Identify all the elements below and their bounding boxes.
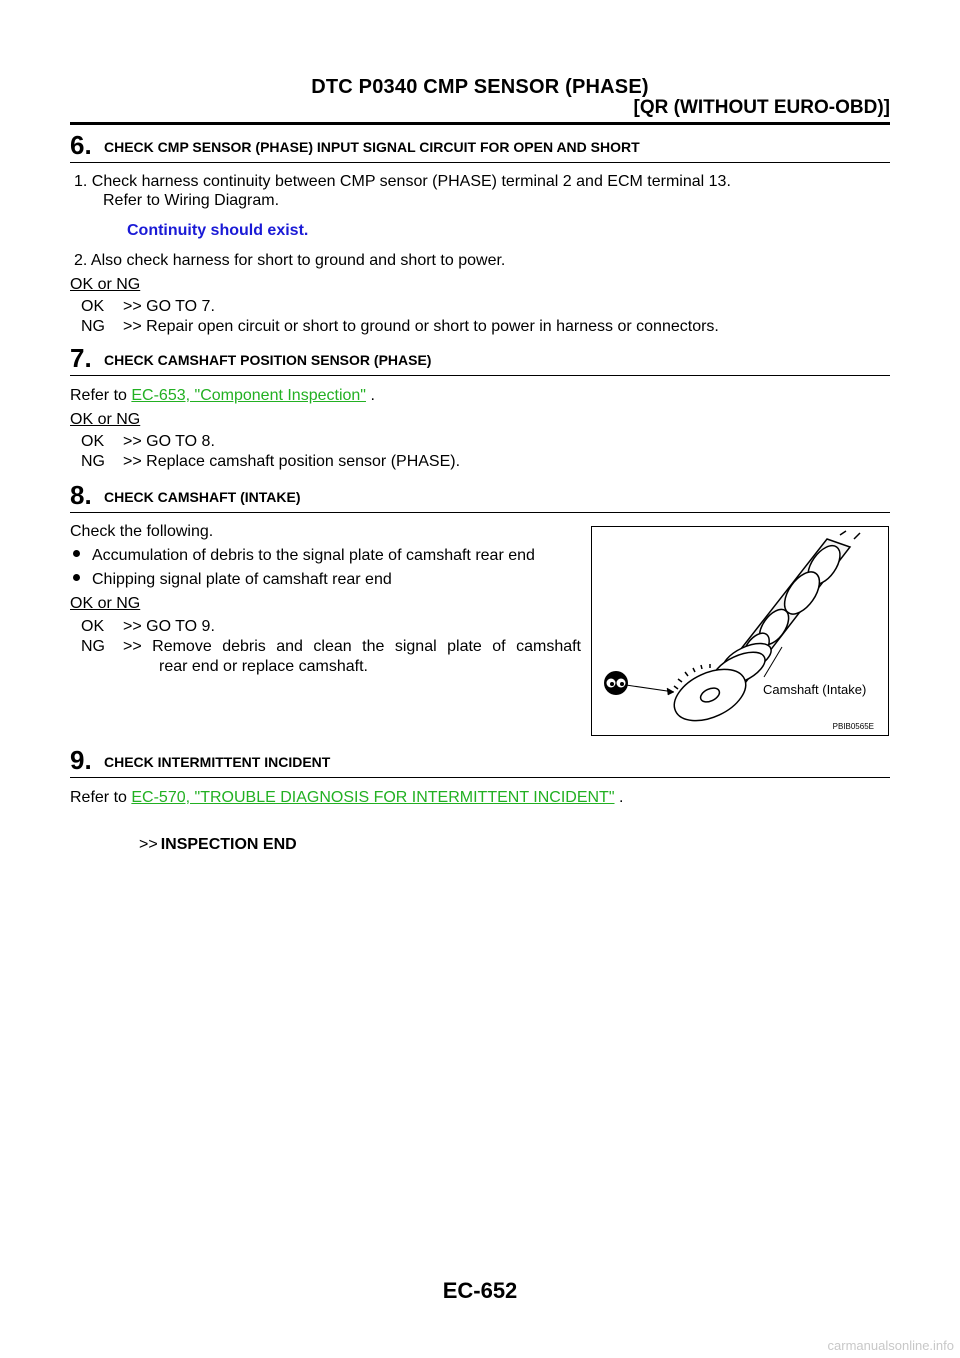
step-6-line1b: Refer to Wiring Diagram. (103, 192, 280, 209)
step-8-decision: OK or NG (70, 595, 141, 612)
step-9-refer (70, 788, 623, 808)
step-7-results (81, 432, 460, 472)
result-row (81, 637, 581, 657)
view-direction-icon (604, 671, 628, 695)
bullet-item (73, 546, 535, 566)
step-8-intro: Check the following. (70, 523, 214, 540)
result-row (81, 317, 719, 337)
step-8-heading (70, 480, 890, 513)
bullet-text: Accumulation of debris to the signal plate of camshaft rear end (92, 547, 535, 564)
result-action: >> GO TO 7. (123, 298, 215, 315)
end-text: INSPECTION END (160, 836, 297, 853)
refer-suffix: . (618, 789, 624, 806)
bullet-text: Chipping signal plate of camshaft rear end (92, 571, 392, 588)
result-code: NG (81, 453, 105, 470)
bullet-icon (73, 550, 80, 557)
result-action-continued: rear end or replace camshaft. (159, 658, 368, 675)
refer-prefix: Refer to (70, 387, 127, 404)
step-7-title: CHECK CAMSHAFT POSITION SENSOR (PHASE) (104, 352, 432, 368)
result-code: OK (81, 298, 105, 315)
header-rule (70, 122, 890, 125)
bullet-item (73, 570, 392, 590)
step-7-number: 7. (70, 343, 92, 373)
step-6-title: CHECK CMP SENSOR (PHASE) INPUT SIGNAL CIRCUIT FOR OPEN AND SHORT (104, 139, 640, 155)
step-8-number: 8. (70, 480, 92, 510)
step-9-title: CHECK INTERMITTENT INCIDENT (104, 754, 331, 770)
result-row-continued (81, 657, 581, 677)
result-action: >> GO TO 8. (123, 433, 215, 450)
step-6-spec: Continuity should exist. (127, 222, 309, 239)
result-row (81, 617, 581, 637)
step-6-line2: 2. Also check harness for short to ground and short to power. (74, 252, 506, 269)
camshaft-figure (591, 526, 889, 736)
step-6-number: 6. (70, 130, 92, 160)
result-action: >> GO TO 9. (123, 618, 215, 635)
result-code: NG (81, 318, 105, 335)
result-action: >> Replace camshaft position sensor (PHASE). (123, 453, 461, 470)
page-title: DTC P0340 CMP SENSOR (PHASE) (311, 76, 649, 98)
step-8-title: CHECK CAMSHAFT (INTAKE) (104, 489, 301, 505)
result-row (81, 297, 719, 317)
figure-caption: Camshaft (Intake) (763, 682, 867, 697)
result-row (81, 432, 460, 452)
step-6-line1: 1. Check harness continuity between CMP sensor (PHASE) terminal 2 and ECM terminal 13. (74, 173, 731, 190)
watermark: carmanualsonline.info (827, 1338, 954, 1353)
result-action: >> Remove debris and clean the signal plate of camshaft (123, 638, 581, 655)
step-6-decision: OK or NG (70, 276, 141, 293)
component-inspection-link[interactable]: EC-653, "Component Inspection" (131, 387, 366, 404)
page-subtitle: [QR (WITHOUT EURO-OBD)] (633, 97, 890, 118)
step-8-results (81, 617, 581, 677)
step-7-refer (70, 386, 375, 406)
step-6-results (81, 297, 719, 337)
inspection-end (139, 835, 297, 855)
bullet-icon (73, 574, 80, 581)
step-6-heading (70, 130, 890, 163)
step-7-decision: OK or NG (70, 411, 141, 428)
result-code: OK (81, 433, 105, 450)
result-code: OK (81, 618, 105, 635)
intermittent-incident-link[interactable]: EC-570, "TROUBLE DIAGNOSIS FOR INTERMITTENT INCIDENT" (131, 789, 615, 806)
result-action: >> Repair open circuit or short to ground or short to power in harness or connectors. (123, 318, 719, 335)
result-code: NG (81, 638, 105, 655)
refer-prefix: Refer to (70, 789, 127, 806)
end-arrow: >> (139, 836, 158, 853)
figure-code: PBIB0565E (832, 722, 874, 731)
result-row (81, 452, 460, 472)
step-9-number: 9. (70, 745, 92, 775)
refer-suffix: . (370, 387, 375, 404)
step-7-heading (70, 343, 890, 376)
page-number: EC-652 (442, 1278, 518, 1303)
step-9-heading (70, 745, 890, 778)
camshaft-illustration (592, 527, 888, 735)
